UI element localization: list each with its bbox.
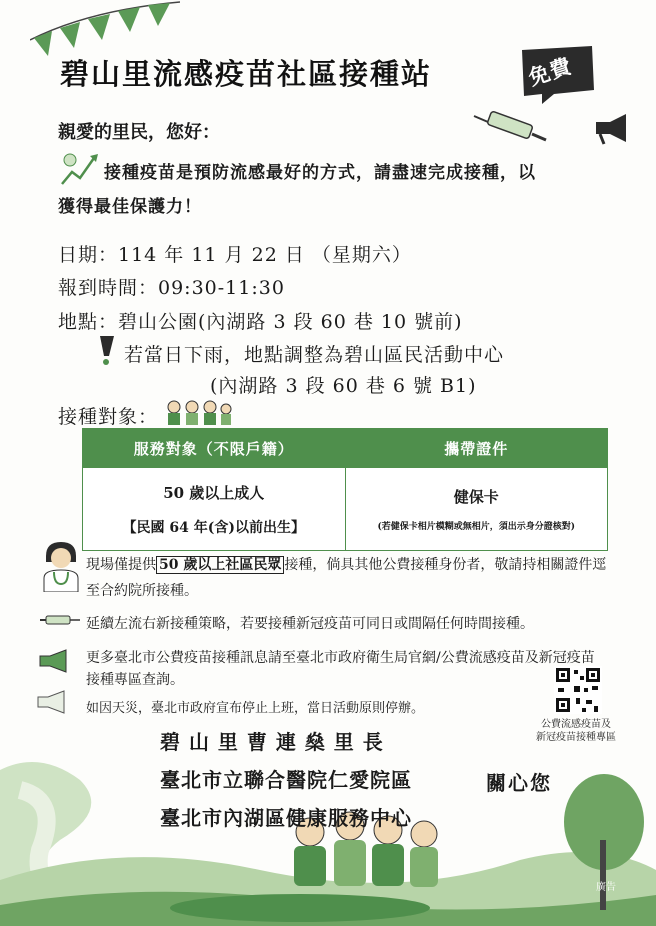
eligibility-age: 50 歲以上成人 xyxy=(163,483,265,502)
eligibility-cell xyxy=(83,468,346,551)
note1-pre: 現場僅提供 xyxy=(86,557,156,573)
target-label: 接種對象： xyxy=(58,406,159,428)
event-location: 地點：碧山公園(內湖路 3 段 60 巷 10 號前) xyxy=(58,311,463,333)
signer-hospital: 臺北市立聯合醫院仁愛院區 xyxy=(160,768,412,792)
signer-borough-chief: 碧 山 里 曹 連 燊 里 長 xyxy=(160,730,384,754)
growth-icon xyxy=(56,150,100,190)
page-title: 碧山里流感疫苗社區接種站 xyxy=(60,57,433,91)
document-note: (若健保卡相片模糊或無相片，須出示身分證核對) xyxy=(377,522,576,532)
doctor-icon xyxy=(40,540,82,592)
table-header-eligibility: 服務對象（不限戶籍） xyxy=(83,429,346,468)
syringe-small-icon xyxy=(38,610,82,630)
free-badge: 免費 xyxy=(525,52,575,91)
note-disaster: 如因天災，臺北市政府宣布停止上班，當日活動原則停辦。 xyxy=(86,701,425,716)
signer-health-center: 臺北市內湖區健康服務中心 xyxy=(160,806,412,830)
note-eligibility xyxy=(86,552,616,604)
event-date: 日期：114 年 11 月 22 日 （星期六） xyxy=(58,244,412,266)
document-card: 健保卡 xyxy=(453,488,499,506)
qr-caption-line2: 新冠疫苗接種專區 xyxy=(536,732,616,743)
bunting-decoration xyxy=(30,0,180,60)
document-cell xyxy=(345,468,608,551)
megaphone-outline-icon xyxy=(36,688,72,716)
megaphone-small-icon xyxy=(38,648,74,674)
ad-mark: 廣告 xyxy=(596,882,616,893)
note-more-info: 更多臺北市公費疫苗接種訊息請至臺北市政府衛生局官網/公費流感疫苗及新冠疫苗接種專區查詢。 xyxy=(86,650,595,688)
qr-caption-line1: 公費流感疫苗及 xyxy=(541,719,611,730)
note1-post: 接種，倘具其他公費接種身份者，敬請持相關證件逕至合約院所接種。 xyxy=(86,557,607,599)
intro-line-1: 接種疫苗是預防流感最好的方式，請盡速完成接種，以 xyxy=(104,163,536,183)
note-covid: 延續左流右新接種策略，若要接種新冠疫苗可同日或間隔任何時間接種。 xyxy=(86,616,534,632)
checkin-time: 報到時間：09:30-11:30 xyxy=(58,277,285,299)
eligibility-table xyxy=(82,428,608,551)
greeting: 親愛的里民，您好： xyxy=(58,122,220,143)
table-header-documents: 攜帶證件 xyxy=(345,429,608,468)
syringe-icon xyxy=(472,108,552,148)
qr-code[interactable] xyxy=(554,666,602,714)
people-icon xyxy=(164,398,234,426)
rain-address: (內湖路 3 段 60 巷 6 號 B1) xyxy=(210,375,477,397)
eligibility-birth: 【民國 64 年(含)以前出生】 xyxy=(122,519,305,536)
note1-highlight: 50 歲以上社區民眾 xyxy=(156,556,284,574)
intro-line-2: 獲得最佳保護力！ xyxy=(58,197,202,217)
exclamation-icon xyxy=(92,334,120,366)
care-text: 關心您 xyxy=(486,771,552,795)
megaphone-icon xyxy=(592,110,632,146)
rain-note: 若當日下雨，地點調整為碧山區民活動中心 xyxy=(124,344,505,366)
